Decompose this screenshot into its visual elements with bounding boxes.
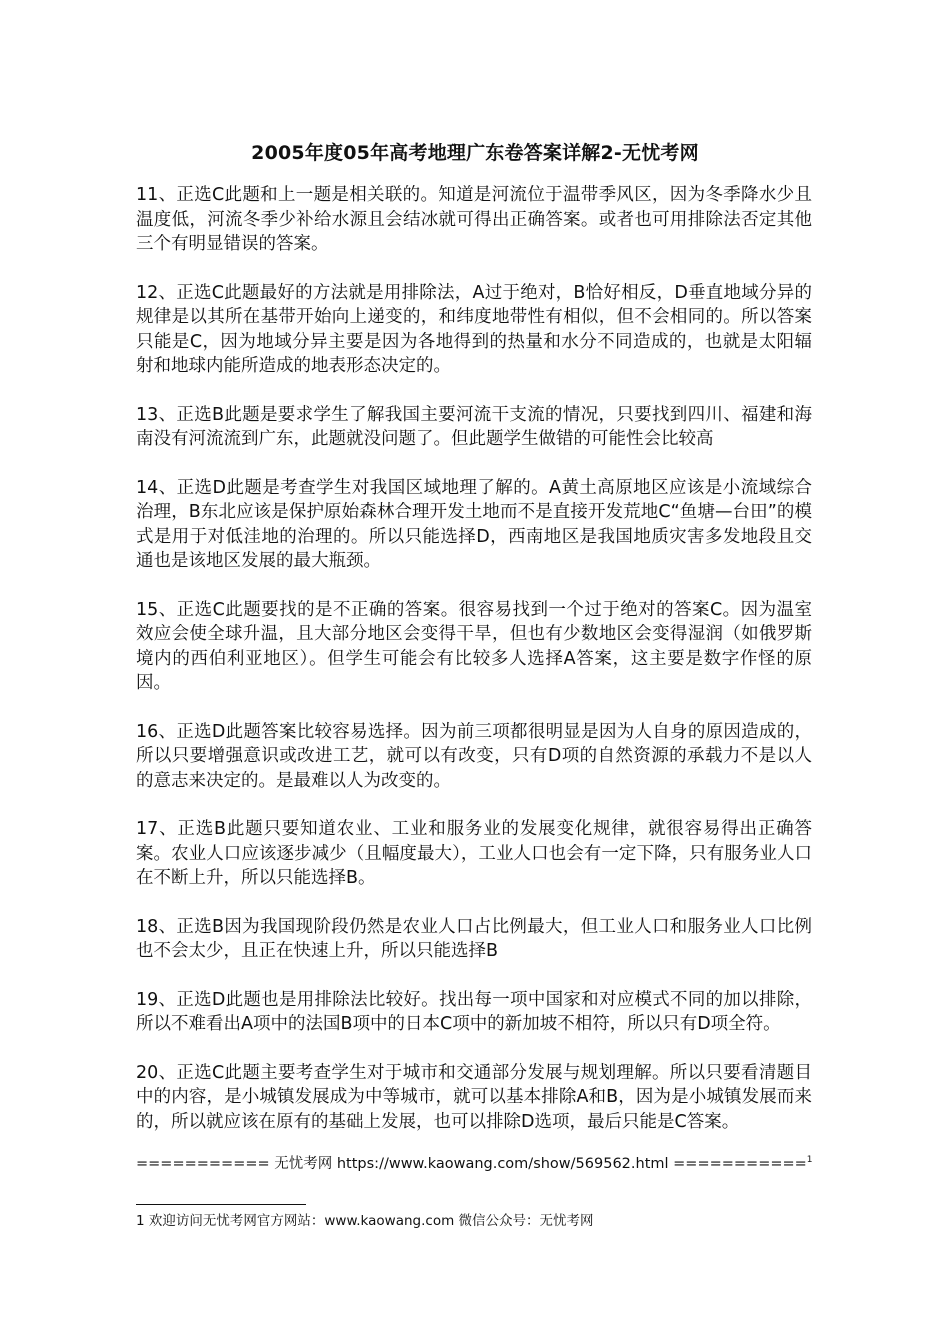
- document-title: 2005年度05年高考地理广东卷答案详解2-无忧考网: [251, 142, 699, 164]
- answer-list: [136, 183, 812, 1158]
- answer-paragraph-14: 14、正选D此题是考查学生对我国区域地理了解的。A黄土高原地区应该是小流域综合治理，B东北应该是保护原始森林合理开发土地而不是直接开发荒地C“鱼塘—台田”的模式是用于对低洼地的治理的。所以只能选择D，西南地区是我国地质灾害多发地段且交通也是该地区发展的最大瓶颈。: [136, 477, 812, 571]
- answer-paragraph-13: 13、正选B此题是要求学生了解我国主要河流干支流的情况，只要找到四川、福建和海南没有河流流到广东，此题就没问题了。但此题学生做错的可能性会比较高: [136, 404, 812, 449]
- answer-paragraph-11: 11、正选C此题和上一题是相关联的。知道是河流位于温带季风区，因为冬季降水少且温度低，河流冬季少补给水源且会结冰就可得出正确答案。或者也可用排除法否定其他三个有明显错误的答案。: [136, 185, 812, 254]
- answer-paragraph-15: 15、正选C此题要找的是不正确的答案。很容易找到一个过于绝对的答案C。因为温室效应会使全球升温，且大部分地区会变得干旱，但也有少数地区会变得湿润（如俄罗斯境内的西伯利亚地区）。但学生可能会有比较多人选择A答案，这主要是数字作怪的原因。: [136, 599, 812, 693]
- answer-paragraph-12: 12、正选C此题最好的方法就是用排除法，A过于绝对，B恰好相反，D垂直地域分异的规律是以其所在基带开始向上递变的，和纬度地带性有相似，但不会相同的。所以答案只能是C，因为地域分异主要是因为各地得到的热量和水分不同造成的，也就是太阳辐射和地球内能所造成的地表形态决定的。: [136, 282, 812, 376]
- source-link-text[interactable]: =========== 无忧考网 https://www.kaowang.com/show/569562.html ===========: [136, 1155, 807, 1172]
- footnote-text: 1 欢迎访问无忧考网官方网站：www.kaowang.com 微信公众号：无忧考网: [136, 1213, 594, 1229]
- answer-paragraph-16: 16、正选D此题答案比较容易选择。因为前三项都很明显是因为人自身的原因造成的，所以只要增强意识或改进工艺，就可以有改变，只有D项的自然资源的承载力不是以人的意志来决定的。是最难以人为改变的。: [136, 721, 812, 791]
- answer-paragraph-18: 18、正选B因为我国现阶段仍然是农业人口占比例最大，但工业人口和服务业人口比例也不会太少，且正在快速上升，所以只能选择B: [136, 916, 812, 961]
- answer-paragraph-19: 19、正选D此题也是用排除法比较好。找出每一项中国家和对应模式不同的加以排除，所以不难看出A项中的法国B项中的日本C项中的新加坡不相符，所以只有D项全符。: [136, 989, 812, 1034]
- answer-paragraph-17: 17、正选B此题只要知道农业、工业和服务业的发展变化规律，就很容易得出正确答案。农业人口应该逐步减少（且幅度最大），工业人口也会有一定下降，只有服务业人口在不断上升，所以只能选择B。: [136, 819, 812, 888]
- source-link-line: [136, 1150, 836, 1174]
- footnote-divider: [136, 1204, 306, 1205]
- answer-paragraph-20: 20、正选C此题主要考查学生对于城市和交通部分发展与规划理解。所以只要看清题目中的内容，是小城镇发展成为中等城市，就可以基本排除A和B，因为是小城镇发展而来的，所以就应该在原有的基础上发展，也可以排除D选项，最后只能是C答案。: [136, 1062, 812, 1132]
- footnote-marker: 1: [806, 1155, 813, 1165]
